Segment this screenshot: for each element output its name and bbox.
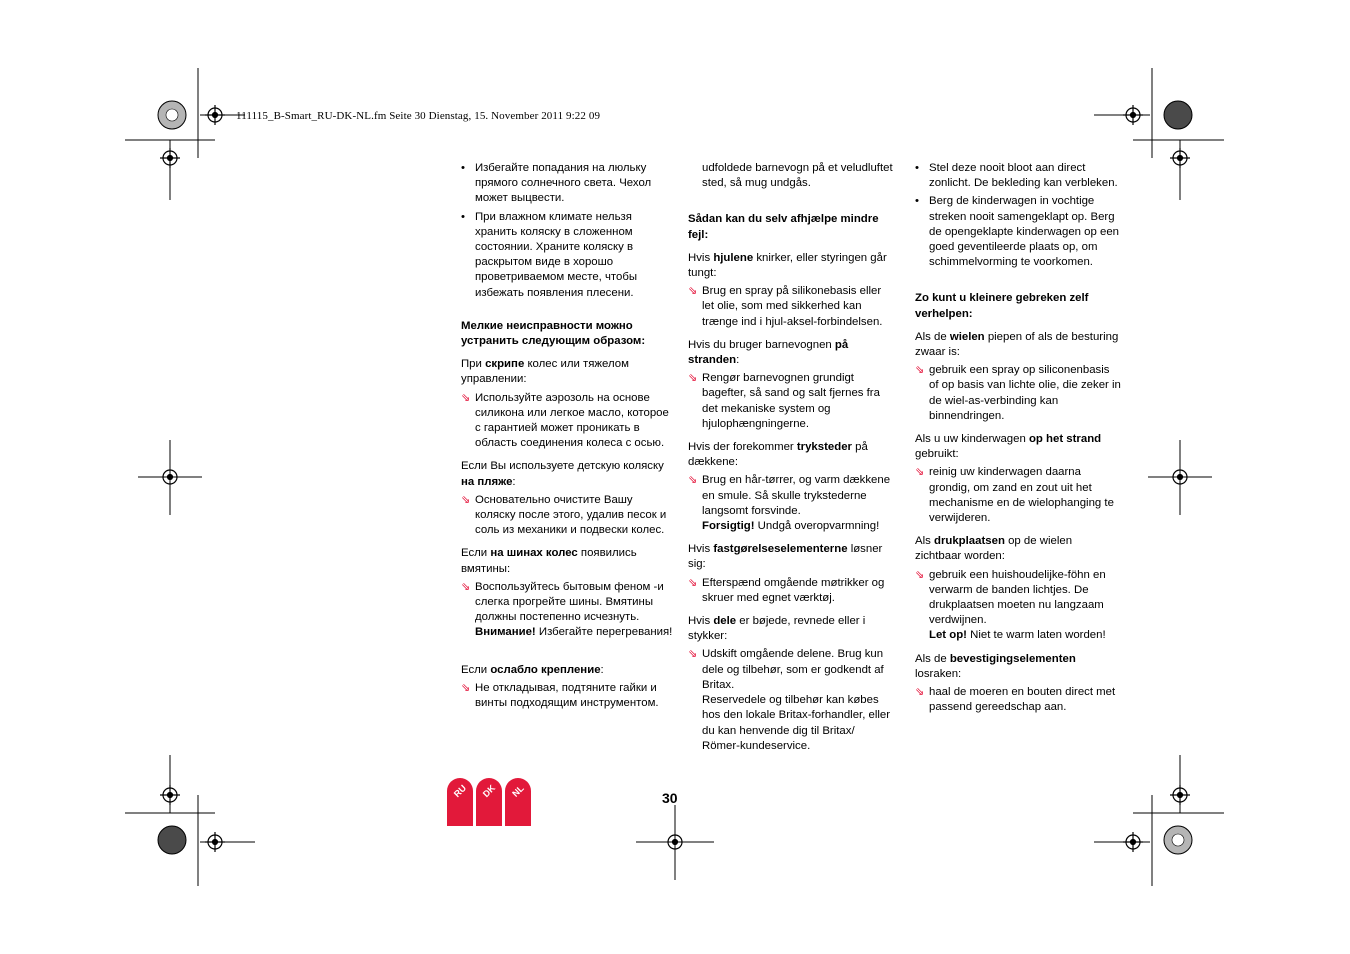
nl-action-4: ⇘ haal de moeren en bouten direct met passend gereedschap aan.: [915, 685, 1121, 715]
nl-action-2: ⇘ reinig uw kinderwagen daarna grondig, om zand en zout uit het mechanisme en de wielophanging te verwijderen.: [915, 465, 1121, 526]
ru-para-1: При скрипе колес или тяжелом управлении:: [461, 358, 629, 386]
ru-action-2: ⇘ Основательно очистите Вашу коляску после этого, удалив песок и соль из механики и подвески колес.: [461, 493, 673, 539]
arrow-icon: ⇘: [461, 493, 471, 506]
nl-para-3: Als drukplaatsen op de wielen zichtbaar worden:: [915, 535, 1073, 563]
arrow-icon: ⇘: [915, 686, 925, 699]
arrow-icon: ⇘: [688, 285, 698, 298]
ru-action-1: ⇘ Используйте аэрозоль на основе силикона или легкое масло, которое с гарантией может проникать в область соединения колеса с осью.: [461, 391, 673, 452]
language-tab-nl: NL: [505, 778, 531, 826]
nl-heading: Zo kunt u kleinere gebreken zelf verhelpen:: [915, 292, 1089, 320]
ru-action-4: ⇘ Не откладывая, подтяните гайки и винты подходящим инструментом.: [461, 681, 673, 711]
column-nl: [915, 161, 1121, 716]
dk-action-2: ⇘ Rengør barnevognen grundigt bagefter, så sand og salt fjernes fra det mekaniske system og hjulophængningerne.: [688, 371, 894, 432]
nl-para-2: Als u uw kinderwagen op het strand gebruikt:: [915, 433, 1102, 461]
arrow-icon: ⇘: [461, 580, 471, 593]
nl-para-1: Als de wielen piepen of als de besturing zwaar is:: [915, 330, 1119, 359]
nl-action-3: ⇘ gebruik een huishoudelijke-föhn en verwarm de banden lichtjes. De drukplaatsen moeten nu langzaam verdwijnen. Let op! Niet te warm laten worden!: [915, 568, 1121, 644]
ru-para-4: Если ослабло крепление:: [461, 663, 604, 676]
ru-bullet-1: • Избегайте попадания на люльку прямого солнечного света. Чехол может выцвести.: [461, 162, 652, 205]
dk-para-2: Hvis du bruger barnevognen på stranden:: [688, 338, 849, 367]
arrow-icon: ⇘: [688, 648, 698, 661]
arrow-icon: ⇘: [461, 681, 471, 694]
nl-bullet-1: • Stel deze nooit bloot aan direct zonlicht. De bekleding kan verbleken.: [915, 162, 1118, 190]
arrow-icon: ⇘: [915, 568, 925, 581]
dk-action-1: ⇘ Brug en spray på silikonebasis eller let olie, som med sikkerhed kan trænge ind i hjul-aksel-forbindelsen.: [688, 284, 894, 330]
dk-para-3: Hvis der forekommer tryksteder på dækkene:: [688, 441, 868, 469]
ru-heading: Мелкие неисправности можно устранить следующим образом:: [461, 319, 646, 348]
nl-para-4: Als de bevestigingselementen losraken:: [915, 652, 1076, 680]
column-ru: [461, 161, 673, 711]
ru-action-3: ⇘ Воспользуйтесь бытовым феном -и слегка прогрейте шины. Вмятины должны постепенно исчезнуть. Внимание! Избегайте перегревания!: [461, 580, 673, 641]
dk-action-4: ⇘ Efterspænd omgående møtrikker og skruer med egnet værktøj.: [688, 576, 894, 606]
arrow-icon: ⇘: [688, 474, 698, 487]
nl-action-1: ⇘ gebruik een spray op siliconenbasis of op basis van lichte olie, die zeker in de wiel-as-verbinding kan binnendringen.: [915, 363, 1121, 424]
arrow-icon: ⇘: [915, 364, 925, 377]
dk-heading: Sådan kan du selv afhjælpe mindre fejl:: [688, 213, 879, 241]
language-tab-ru: RU: [447, 778, 473, 826]
dk-para-5: Hvis dele er bøjede, revnede eller i stykker:: [688, 615, 866, 643]
arrow-icon: ⇘: [461, 391, 471, 404]
arrow-icon: ⇘: [688, 372, 698, 385]
dk-action-3: ⇘ Brug en hår-tørrer, og varm dækkene en smule. Så skulle trykstederne langsomt forsvinde. Forsigtig! Undgå overopvarmning!: [688, 473, 894, 534]
column-dk: [688, 161, 894, 754]
ru-bullet-2: • При влажном климате нельзя хранить коляску в сложенном состоянии. Храните коляску в раскрытом виде в хорошо проветриваемом месте, чтобы избежать появления плесени.: [461, 210, 638, 299]
dk-intro: udfoldede barnevogn på et veludluftet sted, så mug undgås.: [702, 162, 893, 190]
dk-para-4: Hvis fastgørelseselementerne løsner sig:: [688, 543, 883, 571]
ru-para-3: Если на шинах колес появились вмятины:: [461, 547, 637, 575]
ru-para-2: Если Вы используете детскую коляску на пляже:: [461, 460, 664, 488]
dk-para-1: Hvis hjulene knirker, eller styringen går tungt:: [688, 251, 887, 280]
arrow-icon: ⇘: [688, 576, 698, 589]
nl-bullet-2: • Berg de kinderwagen in vochtige streken nooit samengeklapt op. Berg de opengeklapte kinderwagen op een goed geventileerde plaats op, om schimmelvorming te voorkomen.: [915, 195, 1119, 269]
arrow-icon: ⇘: [915, 466, 925, 479]
language-tab-dk: DK: [476, 778, 502, 826]
dk-action-5: ⇘ Udskift omgående delene. Brug kun dele og tilbehør, som er godkendt af Britax. Reservedele og tilbehør kan købes hos den lokale Britax-forhandler, eller du kan henvende dig til Britax/ Römer-kundeservice.: [688, 647, 894, 753]
file-header: 111115_B-Smart_RU-DK-NL.fm Seite 30 Dienstag, 15. November 2011 9:22 09: [236, 110, 601, 122]
page-number: 30: [662, 790, 678, 806]
